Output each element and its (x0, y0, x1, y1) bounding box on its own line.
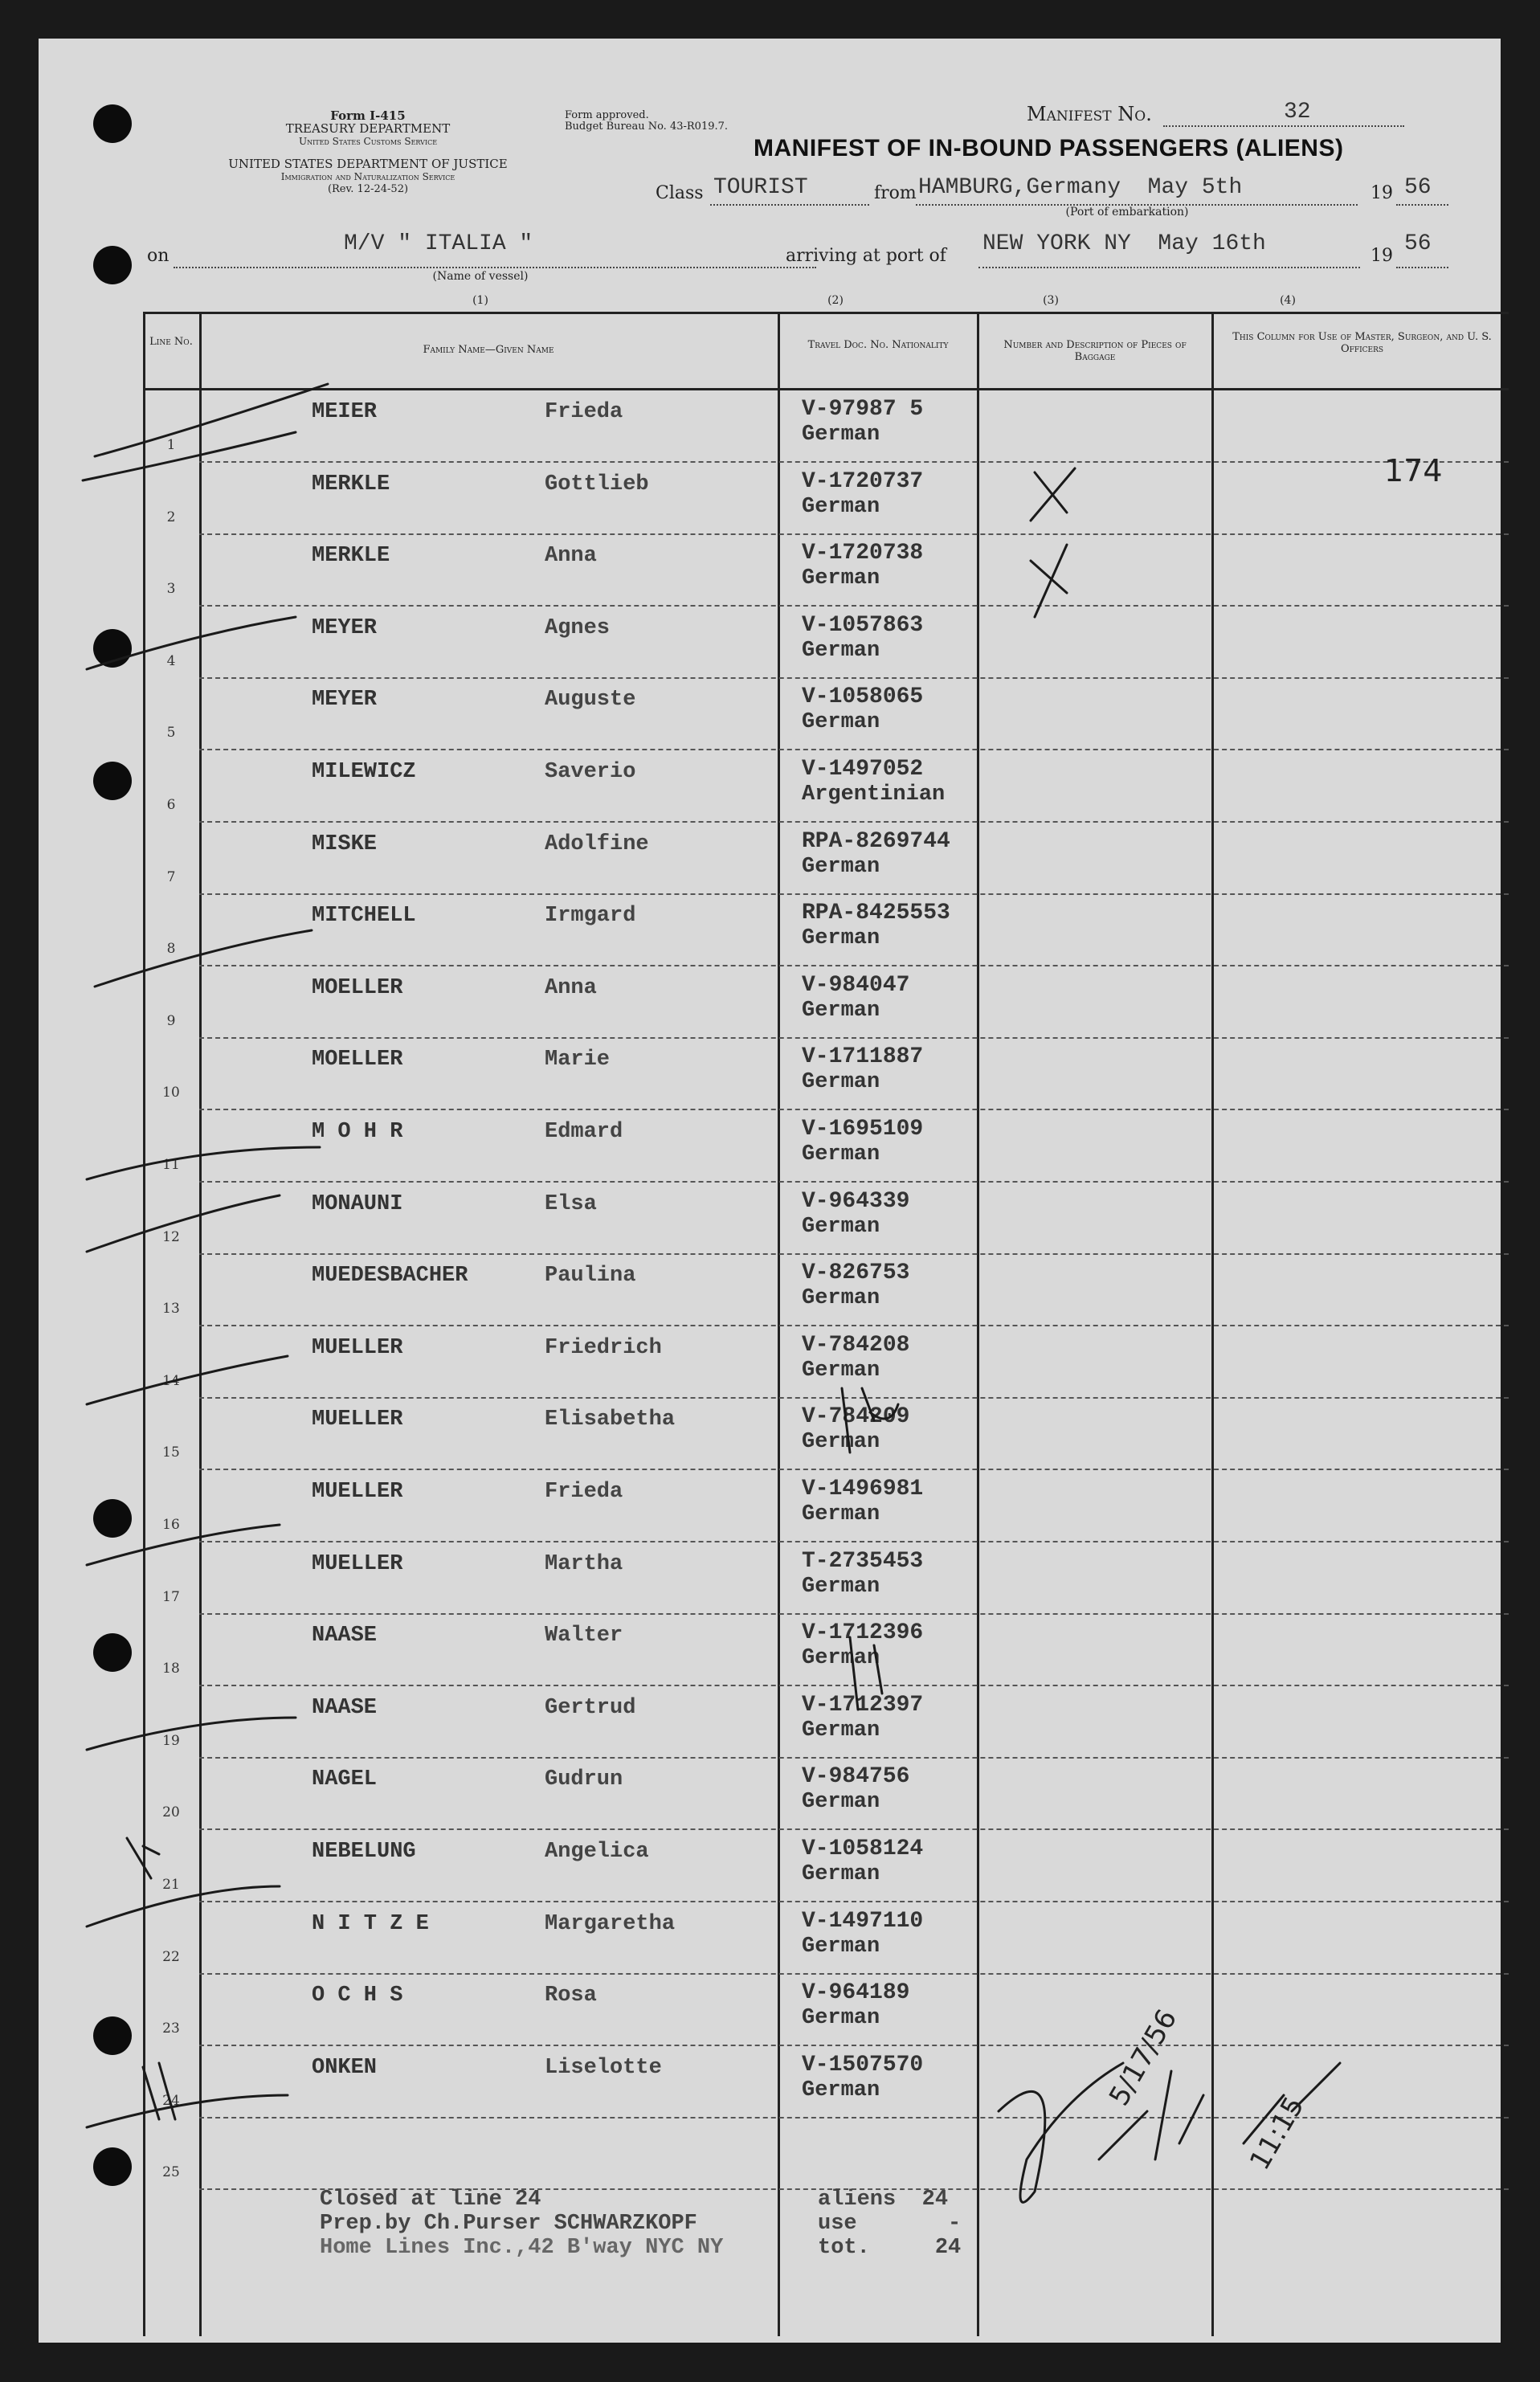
year-value: 56 (1404, 231, 1432, 256)
given-name: Paulina (545, 1264, 636, 1289)
given-name: Frieda (545, 1480, 623, 1504)
family-name: NAGEL (312, 1767, 378, 1792)
travel-doc-number: V-1711887 (802, 1044, 924, 1070)
column-number: (3) (1043, 294, 1059, 307)
footer-closed: Closed at line 24 (320, 2188, 541, 2212)
travel-doc-number: V-984047 (802, 972, 910, 998)
family-name: MERKLE (312, 544, 390, 569)
footer-total: tot. 24 (818, 2236, 962, 2260)
nationality: German (802, 1790, 880, 1815)
class-value: TOURIST (713, 175, 808, 200)
family-name: MOELLER (312, 1048, 403, 1073)
line-number: 11 (162, 1157, 180, 1173)
nationality: German (802, 1070, 880, 1095)
line-number: 6 (166, 797, 176, 813)
year-prefix: 19 (1370, 183, 1393, 203)
line-number: 23 (162, 2020, 180, 2037)
travel-doc-number: V-1720737 (802, 468, 924, 494)
family-name: MONAUNI (312, 1191, 403, 1216)
travel-doc-number: V-984756 (802, 1764, 910, 1790)
travel-doc-number: V-1497052 (802, 757, 924, 782)
family-name: MUELLER (312, 1551, 403, 1576)
line-number: 3 (166, 581, 176, 598)
given-name: Martha (545, 1551, 623, 1576)
travel-doc-number: V-1058065 (802, 684, 924, 710)
line-number: 10 (162, 1085, 180, 1101)
column-number: (1) (472, 294, 488, 307)
justice-label: UNITED STATES DEPARTMENT OF JUSTICE (228, 157, 508, 171)
line-number: 22 (162, 1948, 180, 1965)
budget-bureau: Budget Bureau No. 43-R019.7. (565, 121, 729, 133)
given-name: Agnes (545, 615, 611, 640)
given-name: Walter (545, 1624, 623, 1649)
given-name: Margaretha (545, 1911, 676, 1936)
nationality: German (802, 926, 880, 951)
column-header-line: Line No. (149, 336, 193, 348)
nationality: German (802, 638, 880, 663)
nationality: Argentinian (802, 782, 946, 807)
family-name: MOELLER (312, 975, 403, 1000)
vessel-note: (Name of vessel) (432, 270, 529, 283)
travel-doc-number: V-1507570 (802, 2052, 924, 2078)
footer-aliens: aliens 24 (818, 2188, 949, 2212)
on-label: on (147, 246, 170, 266)
line-number: 2 (166, 509, 176, 525)
travel-doc-number: V-964189 (802, 1980, 910, 2006)
given-name: Elsa (545, 1191, 597, 1216)
line-number: 1 (166, 437, 176, 453)
line-number: 12 (162, 1228, 180, 1245)
family-name: MUELLER (312, 1480, 403, 1504)
nationality: German (802, 854, 880, 879)
family-name: MUEDESBACHER (312, 1264, 468, 1289)
ins-label: Immigration and Naturalization Service (280, 171, 455, 182)
line-number: 18 (162, 1661, 180, 1677)
treasury-label: TREASURY DEPARTMENT (285, 121, 451, 136)
form-number: Form I-415 (330, 108, 406, 123)
family-name: NAASE (312, 1624, 378, 1649)
column-header-name: Family Name—Given Name (423, 344, 554, 356)
given-name: Angelica (545, 1840, 649, 1864)
from-value: HAMBURG,Germany May 5th (918, 175, 1243, 200)
line-number: 25 (162, 2164, 180, 2181)
family-name: MISKE (312, 831, 378, 856)
nationality: German (802, 423, 880, 447)
line-number: 9 (166, 1012, 176, 1029)
nationality: German (802, 1286, 880, 1311)
travel-doc-number: V-97987 5 (802, 397, 924, 422)
footer-prep: Prep.by Ch.Purser SCHWARZKOPF (320, 2212, 697, 2236)
family-name: MUELLER (312, 1408, 403, 1432)
family-name: MILEWICZ (312, 760, 416, 784)
line-number: 4 (166, 652, 176, 669)
travel-doc-number: RPA-8425553 (802, 901, 950, 926)
line-number: 24 (162, 2092, 180, 2109)
arrival-value: NEW YORK NY May 16th (982, 231, 1266, 256)
from-label: from (874, 183, 917, 203)
footer-use: use - (818, 2212, 962, 2236)
officer-note: 174 (1384, 453, 1443, 488)
given-name: Elisabetha (545, 1408, 676, 1432)
manifest-number: 32 (1284, 100, 1311, 125)
travel-doc-number: V-1496981 (802, 1477, 924, 1502)
nationality: German (802, 1430, 880, 1455)
nationality: German (802, 2078, 880, 2102)
nationality: German (802, 494, 880, 519)
column-number: (2) (827, 294, 844, 307)
line-number: 19 (162, 1732, 180, 1749)
family-name: N I T Z E (312, 1911, 429, 1936)
family-name: NEBELUNG (312, 1840, 416, 1864)
given-name: Anna (545, 975, 597, 1000)
travel-doc-number: V-1058124 (802, 1837, 924, 1861)
handwritten-date: 5/17/56 (1103, 2004, 1184, 2111)
class-label: Class (656, 183, 704, 203)
family-name: NAASE (312, 1695, 378, 1720)
travel-doc-number: T-2735453 (802, 1548, 924, 1574)
manifest-sheet (39, 39, 1501, 2343)
given-name: Friedrich (545, 1335, 662, 1360)
line-number: 16 (162, 1517, 180, 1533)
given-name: Saverio (545, 760, 636, 784)
travel-doc-number: V-826753 (802, 1260, 910, 1286)
nationality: German (802, 1718, 880, 1743)
given-name: Gertrud (545, 1695, 636, 1720)
given-name: Edmard (545, 1120, 623, 1144)
nationality: German (802, 2006, 880, 2031)
year-value: 56 (1404, 175, 1432, 200)
family-name: MEIER (312, 400, 378, 424)
column-number: (4) (1280, 294, 1296, 307)
given-name: Anna (545, 544, 597, 569)
line-number: 21 (162, 1877, 180, 1893)
line-number: 8 (166, 941, 176, 958)
family-name: MUELLER (312, 1335, 403, 1360)
travel-doc-number: V-1712397 (802, 1692, 924, 1718)
manifest-no-label: Manifest No. (1027, 103, 1152, 125)
family-name: O C H S (312, 1984, 403, 2008)
handwritten-time: 11:15 (1244, 2091, 1311, 2176)
family-name: ONKEN (312, 2055, 378, 2080)
given-name: Gottlieb (545, 472, 649, 496)
column-header-officers: This Column for Use of Master, Surgeon, and U. S. Officers (1232, 331, 1492, 355)
handwritten-checkmarks (39, 39, 1501, 2343)
nationality: German (802, 1646, 880, 1671)
arriving-label: arriving at port of (786, 246, 946, 266)
line-number: 15 (162, 1444, 180, 1461)
given-name: Adolfine (545, 831, 649, 856)
nationality: German (802, 1358, 880, 1383)
family-name: MERKLE (312, 472, 390, 496)
given-name: Frieda (545, 400, 623, 424)
nationality: German (802, 566, 880, 591)
nationality: German (802, 1142, 880, 1166)
travel-doc-number: V-1695109 (802, 1117, 924, 1142)
travel-doc-number: V-1712396 (802, 1620, 924, 1646)
travel-doc-number: RPA-8269744 (802, 828, 950, 854)
nationality: German (802, 1574, 880, 1599)
line-number: 14 (162, 1372, 180, 1389)
form-approved: Form approved. (565, 109, 649, 121)
travel-doc-number: V-784208 (802, 1332, 910, 1358)
port-embarkation-note: (Port of embarkation) (1065, 206, 1189, 219)
nationality: German (802, 1502, 880, 1526)
nationality: German (802, 998, 880, 1023)
nationality: German (802, 1862, 880, 1886)
nationality: German (802, 1214, 880, 1239)
family-name: M O H R (312, 1120, 403, 1144)
line-number: 20 (162, 1804, 180, 1821)
family-name: MEYER (312, 688, 378, 713)
customs-label: United States Customs Service (298, 136, 438, 147)
nationality: German (802, 1934, 880, 1959)
given-name: Rosa (545, 1984, 597, 2008)
line-number: 13 (162, 1301, 180, 1318)
travel-doc-number: V-1497110 (802, 1908, 924, 1934)
family-name: MITCHELL (312, 904, 416, 929)
given-name: Auguste (545, 688, 636, 713)
page-title: MANIFEST OF IN-BOUND PASSENGERS (ALIENS) (754, 135, 1344, 161)
vessel-name: M/V " ITALIA " (344, 231, 533, 256)
column-header-travel: Travel Doc. No. Nationality (807, 339, 949, 351)
revision-label: (Rev. 12-24-52) (327, 183, 409, 195)
line-number: 7 (166, 868, 176, 885)
year-prefix: 19 (1370, 246, 1393, 266)
nationality: German (802, 710, 880, 735)
given-name: Irmgard (545, 904, 636, 929)
column-header-baggage: Number and Description of Pieces of Baggage (1003, 339, 1187, 363)
travel-doc-number: V-964339 (802, 1188, 910, 1214)
travel-doc-number: V-1057863 (802, 612, 924, 638)
family-name: MEYER (312, 615, 378, 640)
given-name: Liselotte (545, 2055, 662, 2080)
given-name: Gudrun (545, 1767, 623, 1792)
travel-doc-number: V-1720738 (802, 541, 924, 566)
travel-doc-number: V-784209 (802, 1404, 910, 1430)
line-number: 17 (162, 1588, 180, 1605)
footer-home-lines: Home Lines Inc.,42 B'way NYC NY (320, 2236, 724, 2260)
given-name: Marie (545, 1048, 611, 1073)
line-number: 5 (166, 725, 176, 742)
